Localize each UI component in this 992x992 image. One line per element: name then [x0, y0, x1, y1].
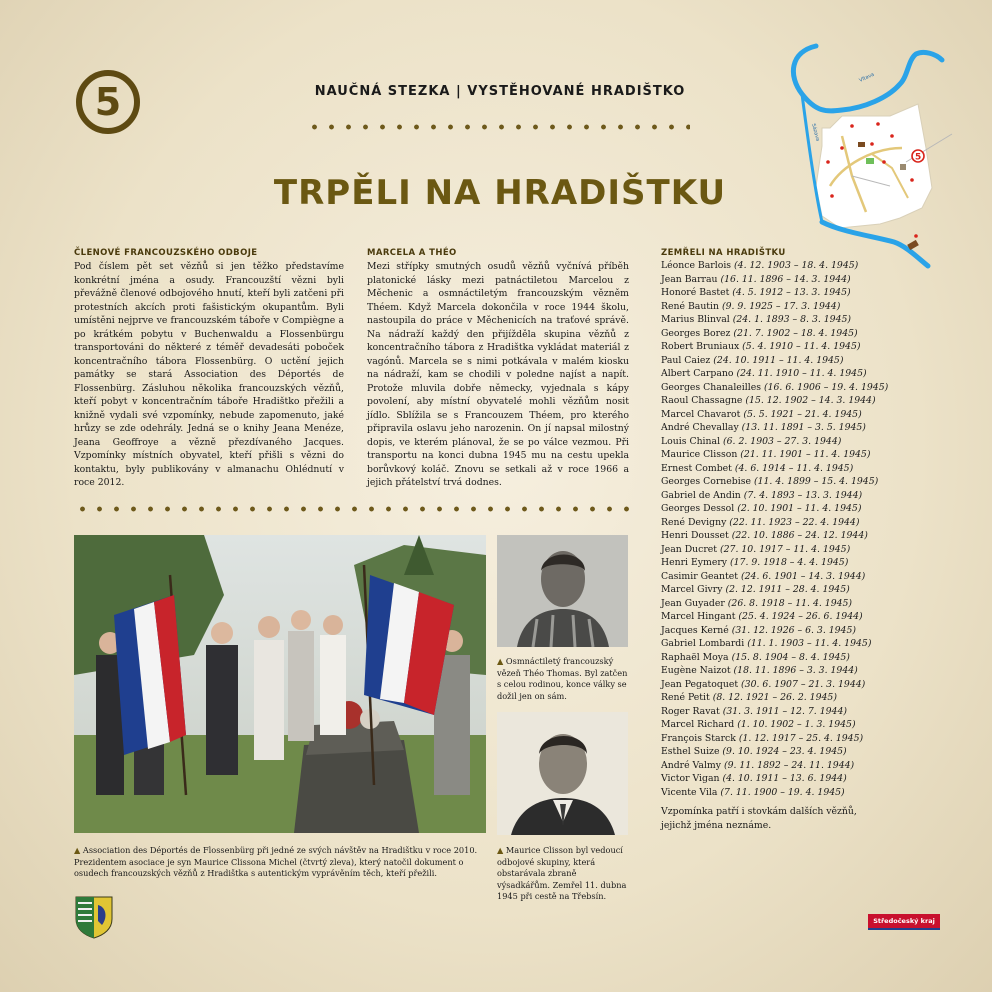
victim-name: Maurice Clisson — [661, 449, 738, 460]
victim-entry — [661, 448, 961, 462]
photo-maurice-clisson — [497, 712, 628, 835]
victim-entry — [661, 705, 961, 719]
victim-name: Raphaël Moya — [661, 651, 729, 663]
victim-dates: (25. 4. 1924 – 26. 6. 1944) — [738, 611, 863, 622]
stop-number: 5 — [94, 80, 122, 124]
victim-entry — [661, 718, 961, 732]
river-label-vltava: Vltava — [858, 71, 876, 84]
caption-triangle-icon: ▲ — [497, 845, 504, 855]
caption-theo — [497, 656, 629, 702]
victim-entry — [661, 435, 961, 449]
victim-dates: (2. 12. 1911 – 28. 4. 1945) — [725, 584, 850, 595]
victim-entry — [661, 273, 961, 287]
victim-entry — [661, 637, 961, 651]
victim-dates: (4. 12. 1903 – 18. 4. 1945) — [734, 260, 859, 271]
victim-dates: (27. 10. 1917 – 11. 4. 1945) — [720, 543, 851, 555]
victim-dates: (7. 11. 1900 – 19. 4. 1945) — [720, 786, 845, 798]
victim-name: François Starck — [661, 732, 736, 744]
victim-name: Gabriel Lombardi — [661, 638, 745, 649]
victim-name: René Devigny — [661, 516, 727, 528]
victim-name: André Chevallay — [661, 422, 739, 433]
victim-entry — [661, 597, 961, 611]
victim-name: Paul Caiez — [661, 354, 711, 366]
victim-entry — [661, 691, 961, 705]
victim-name: Robert Bruniaux — [661, 341, 740, 352]
victim-dates: (16. 11. 1896 – 14. 3. 1944) — [720, 273, 851, 285]
victim-dates: (4. 6. 1914 – 11. 4. 1945) — [734, 462, 854, 474]
caption-clisson-text: Maurice Clisson byl vedoucí odbojové skupiny, která obstarávala zbraně výsadkářům. Zemřel 11. dubna 1945 při cestě na Třebsín. — [497, 845, 627, 901]
victim-dates: (22. 10. 1886 – 24. 12. 1944) — [731, 530, 868, 541]
location-map — [782, 36, 954, 272]
victim-dates: (5. 5. 1921 – 21. 4. 1945) — [743, 408, 862, 420]
victim-dates: (21. 11. 1901 – 11. 4. 1945) — [740, 449, 871, 460]
victim-dates: (24. 10. 1911 – 11. 4. 1945) — [713, 354, 844, 366]
victim-dates: (24. 11. 1910 – 11. 4. 1945) — [736, 368, 867, 379]
victim-entry — [661, 340, 961, 354]
region-logo-label: Středočeský kraj — [873, 917, 935, 925]
victim-name: Eugène Naizot — [661, 665, 731, 676]
page-title: TRPĚLI NA HRADIŠTKU — [273, 173, 727, 213]
caption-triangle-icon: ▲ — [74, 845, 81, 855]
victim-dates: (5. 4. 1910 – 11. 4. 1945) — [742, 341, 861, 352]
victim-entry — [661, 529, 961, 543]
victim-dates: (4. 5. 1912 – 13. 3. 1945) — [732, 287, 851, 298]
victim-dates: (2. 10. 1901 – 11. 4. 1945) — [737, 503, 862, 514]
victims-closing-note: Vzpomínka patří i stovkám dalších vězňů, jejichž jména neznáme. — [661, 806, 857, 831]
victim-dates: (31. 3. 1911 – 12. 7. 1944) — [722, 705, 847, 717]
victim-entry — [661, 786, 961, 800]
victim-entry — [661, 583, 961, 597]
section-text-resistance: Pod číslem pět set vězňů si jen těžko představíme konkrétní jména a osudy. Francouzští vězni byli převážně členové odbojového hnutí, kteří byli zatčeni při protestních akcích proti fašistickým okupantům. Byli umístěni nejprve ve francouzském táboře v Compiègne a po krátkém pobytu v Buchenwaldu a Flossenbürgu transportováni do některé z téměř devadesáti poboček koncentračního tábora Flossenbürg. O uctění jejich památky se stará Association des Déportés de Flossenbürg. Zásluhou několika francouzských vězňů, kteří pobyt v koncentračním táboře Hradištko přežili a knižně vydali své vzpomínky, nebude zapomenuto, jaké hrůzy se zde odehrály. Jedná se o knihy Jeana Menéze, Jeana Geoffroye a vězně přezdívaného Jacques. Vzpomínky místních obyvatel, kteří přišli s vězni do kontaktu, byly publikovány v almanachu Ohlédnutí v roce 2012. — [74, 261, 344, 488]
trail-header: NAUČNÁ STEZKA | VYSTĚHOVANÉ HRADIŠTKO — [314, 84, 686, 99]
victim-entry — [661, 745, 961, 759]
section-heading-victims: ZEMŘELI NA HRADIŠTKU — [661, 248, 786, 258]
victim-name: Georges Dessol — [661, 503, 735, 514]
victim-dates: (11. 1. 1903 – 11. 4. 1945) — [747, 638, 872, 649]
victim-entry — [661, 286, 961, 300]
victim-name: Gabriel de Andin — [661, 489, 741, 501]
region-logo-stripe — [868, 928, 940, 930]
caption-clisson — [497, 845, 629, 903]
victim-dates: (9. 10. 1924 – 23. 4. 1945) — [722, 746, 847, 757]
victim-dates: (16. 6. 1906 – 19. 4. 1945) — [763, 381, 889, 393]
victim-dates: (4. 10. 1911 – 13. 6. 1944) — [722, 773, 847, 784]
victim-name: Jean Ducret — [661, 543, 718, 555]
victim-name: René Bautin — [661, 300, 720, 312]
victim-dates: (15. 8. 1904 – 8. 4. 1945) — [731, 651, 850, 663]
victim-entry — [661, 408, 961, 422]
victim-name: Honoré Bastet — [661, 287, 730, 298]
victim-dates: (30. 6. 1907 – 21. 3. 1944) — [741, 678, 866, 690]
victim-entry — [661, 516, 961, 530]
header-dot-divider — [306, 124, 690, 130]
victim-name: René Petit — [661, 692, 710, 703]
victim-entry — [661, 394, 961, 408]
victim-entry — [661, 502, 961, 516]
victim-entry — [661, 381, 961, 395]
column-marcela-theo — [367, 248, 629, 490]
victim-dates: (7. 4. 1893 – 13. 3. 1944) — [743, 489, 863, 501]
victim-list — [661, 259, 961, 799]
victim-dates: (24. 1. 1893 – 8. 3. 1945) — [732, 314, 852, 325]
group-photo-memorial — [74, 535, 486, 833]
victim-name: Jacques Kerné — [661, 624, 729, 636]
victim-dates: (11. 4. 1899 – 15. 4. 1945) — [753, 476, 879, 487]
victim-dates: (17. 9. 1918 – 4. 4. 1945) — [730, 557, 849, 568]
victim-name: Marcel Givry — [661, 584, 723, 595]
stop-number-badge — [76, 70, 140, 134]
victim-entry — [661, 367, 961, 381]
victim-dates: (1. 10. 1902 – 1. 3. 1945) — [737, 719, 856, 730]
victim-name: Vicente Vila — [661, 786, 718, 798]
victim-entry — [661, 759, 961, 773]
caption-main-text: Association des Déportés de Flossenbürg při jedné ze svých návštěv na Hradištku v roce 2010. Prezidentem asociace je syn Maurice Clissona Michel (čtvrtý zleva), který natočil dokument o osudech francouzských vězňů z Hradištka s autentickým vyprávěním těch, kteří přežili. — [74, 845, 478, 878]
victim-name: Marcel Chavarot — [661, 408, 741, 420]
victim-entry — [661, 462, 961, 476]
victim-dates: (26. 8. 1918 – 11. 4. 1945) — [727, 597, 853, 609]
victim-entry — [661, 543, 961, 557]
victim-dates: (24. 6. 1901 – 14. 3. 1944) — [741, 570, 866, 582]
region-logo — [868, 914, 940, 928]
victim-dates: (8. 12. 1921 – 26. 2. 1945) — [712, 692, 837, 703]
victim-name: Casimir Geantet — [661, 570, 739, 582]
section-heading-resistance: ČLENOVÉ FRANCOUZSKÉHO ODBOJE — [74, 248, 258, 258]
photo-theo-thomas — [497, 535, 628, 647]
victim-entry — [661, 421, 961, 435]
victim-dates: (18. 11. 1896 – 3. 3. 1944) — [733, 665, 858, 676]
victim-entry — [661, 489, 961, 503]
victim-dates: (21. 7. 1902 – 18. 4. 1945) — [733, 327, 858, 339]
victim-dates: (15. 12. 1902 – 14. 3. 1944) — [745, 395, 876, 406]
victim-name: Jean Barrau — [661, 273, 718, 285]
victim-entry — [661, 259, 961, 273]
victim-name: Jean Pegatoquet — [661, 678, 739, 690]
victim-dates: (31. 12. 1926 – 6. 3. 1945) — [731, 624, 857, 636]
victim-dates: (6. 2. 1903 – 27. 3. 1944) — [723, 435, 842, 447]
victim-entry — [661, 556, 961, 570]
victim-entry — [661, 300, 961, 314]
victim-entry — [661, 772, 961, 786]
victim-name: Jean Guyader — [661, 597, 725, 609]
victim-entry — [661, 610, 961, 624]
victim-entry — [661, 475, 961, 489]
coat-of-arms-icon — [74, 895, 114, 939]
map-stop-marker: 5 — [915, 152, 922, 163]
victim-name: Henri Eymery — [661, 557, 728, 568]
column-victims — [661, 248, 961, 832]
victim-name: Marcel Hingant — [661, 611, 736, 622]
victim-entry — [661, 327, 961, 341]
victim-name: Roger Ravat — [661, 705, 720, 717]
victim-entry — [661, 664, 961, 678]
caption-triangle-icon: ▲ — [497, 656, 504, 666]
victim-name: Léonce Barlois — [661, 260, 732, 271]
victim-entry — [661, 624, 961, 638]
victim-name: Louis Chinal — [661, 435, 721, 447]
victim-entry — [661, 313, 961, 327]
river-label-sazava: Sázava — [810, 122, 821, 142]
victim-entry — [661, 678, 961, 692]
victim-name: Ernest Combet — [661, 462, 732, 474]
caption-theo-text: Osmnáctiletý francouzský vězeň Théo Thomas. Byl zatčen s celou rodinou, konce války se dožil jen on sám. — [497, 656, 628, 701]
victim-name: Georges Chanaleilles — [661, 381, 761, 393]
victim-entry — [661, 732, 961, 746]
victim-entry — [661, 570, 961, 584]
section-text-marcela: Mezi střípky smutných osudů vězňů vyčnívá příběh platonické lásky mezi patnáctiletou Marcelou z Měchenic a osmnáctiletým francouzským vězněm Théem. Když Marcela dokončila v roce 1944 školu, nastoupila do práce v Měchenicích na traťové správě. Na nádraží každý den přijížděla skupina vězňů z koncentračního tábora z Hradištka vykládat materiál z vagónů. Marcela se s nimi potkávala v malém kiosku na nádraží, kam se chodili v poledne najíst a napít. Protože mluvila dobře německy, vyjednala s kápy povolení, aby místní obyvatelé mohli vězňům nosit jídlo. Sblížila se s Francouzem Théem, pro kterého připravila oslavu jeho narozenin. On jí napsal milostný dopis, ve kterém plánoval, že se po válce vezmou. Při transportu na konci dubna 1945 mu na cestu upekla borůvkový koláč. Znovu se setkali až v roce 1966 a jejich přátelství trvá dodnes. — [367, 261, 629, 488]
victim-entry — [661, 354, 961, 368]
victim-dates: (22. 11. 1923 – 22. 4. 1944) — [729, 516, 860, 528]
victim-name: Marcel Richard — [661, 719, 735, 730]
victim-name: Albert Carpano — [661, 368, 734, 379]
victim-name: Georges Cornebise — [661, 476, 751, 487]
section-heading-marcela: MARCELA A THÉO — [367, 248, 457, 258]
victim-entry — [661, 651, 961, 665]
victim-dates: (9. 11. 1892 – 24. 11. 1944) — [723, 759, 855, 771]
victim-dates: (1. 12. 1917 – 25. 4. 1945) — [738, 732, 864, 744]
victim-name: André Valmy — [661, 759, 721, 771]
victim-name: Raoul Chassagne — [661, 395, 743, 406]
column-resistance — [74, 248, 344, 490]
caption-main-photo — [74, 845, 486, 880]
victim-name: Victor Vigan — [661, 773, 720, 784]
victim-name: Marius Blinval — [661, 314, 730, 325]
victim-name: Georges Borez — [661, 327, 731, 339]
victim-dates: (13. 11. 1891 – 3. 5. 1945) — [741, 422, 866, 433]
victim-dates: (9. 9. 1925 – 17. 3. 1944) — [721, 300, 841, 312]
victim-name: Henri Dousset — [661, 530, 729, 541]
section-dot-divider — [74, 506, 630, 512]
victim-name: Esthel Suize — [661, 746, 720, 757]
